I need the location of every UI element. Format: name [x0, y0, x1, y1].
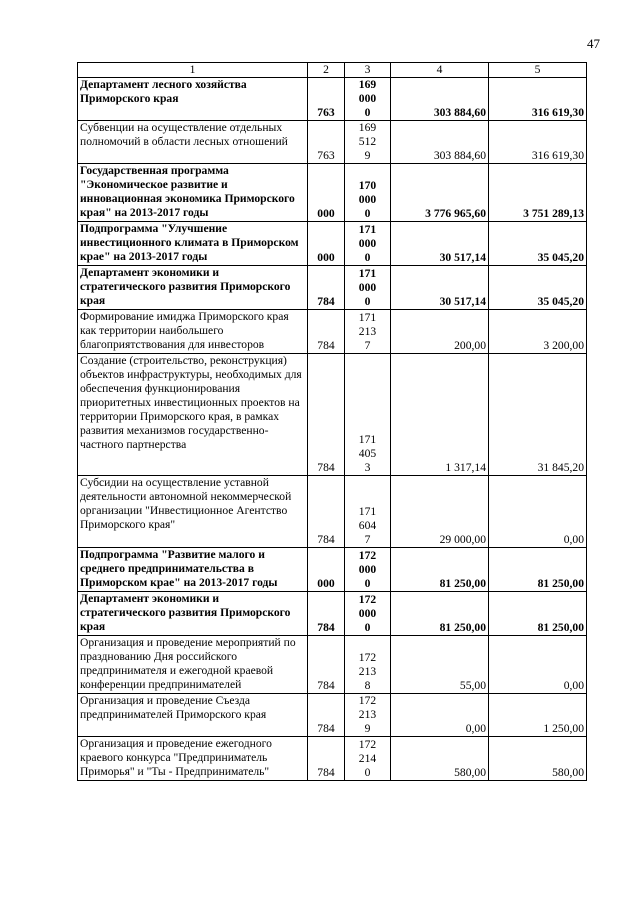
row-code: 763: [308, 78, 345, 121]
section-code: 1710000: [358, 267, 377, 308]
row-code: 000: [308, 548, 345, 592]
row-value-4: 3 776 965,60: [391, 164, 489, 222]
table-row: [78, 310, 587, 354]
row-section: [345, 694, 391, 737]
row-value-5: 81 250,00: [489, 548, 587, 592]
row-value-5: 3 200,00: [489, 310, 587, 354]
table-row: [78, 636, 587, 694]
section-code: 1716047: [358, 505, 377, 546]
column-header: 2: [308, 63, 345, 78]
row-value-5: 35 045,20: [489, 222, 587, 266]
section-code: 1690000: [358, 78, 377, 119]
column-header: 5: [489, 63, 587, 78]
section-code: 1712137: [358, 311, 377, 352]
row-value-4: 303 884,60: [391, 78, 489, 121]
row-name: Субсидии на осуществление уставной деятельности автономной некоммерческой организации "Инвестиционное Агентство Приморского края": [78, 476, 308, 548]
table-row: [78, 737, 587, 781]
row-section: [345, 310, 391, 354]
row-value-5: 0,00: [489, 476, 587, 548]
row-value-5: 580,00: [489, 737, 587, 781]
row-name: Организация и проведение Съезда предпринимателей Приморского края: [78, 694, 308, 737]
row-code: 000: [308, 164, 345, 222]
row-name: Создание (строительство, реконструкция) объектов инфраструктуры, необходимых для обеспечения функционирования приоритетных инвестиционных проектов на территории Приморского края, в рамках развития механизмов государственно-частного партнерства: [78, 354, 308, 476]
section-code: 1720000: [358, 593, 377, 634]
row-section: [345, 548, 391, 592]
section-code: 1695129: [358, 121, 377, 162]
budget-table: [77, 62, 587, 781]
section-code: 1714053: [358, 433, 377, 474]
row-value-4: 81 250,00: [391, 548, 489, 592]
row-value-4: 200,00: [391, 310, 489, 354]
column-header: 1: [78, 63, 308, 78]
section-code: 1700000: [358, 179, 377, 220]
row-name: Государственная программа "Экономическое развитие и инновационная экономика Приморского края" на 2013-2017 годы: [78, 164, 308, 222]
row-code: 784: [308, 737, 345, 781]
row-section: [345, 592, 391, 636]
table-row: [78, 548, 587, 592]
row-name: Подпрограмма "Улучшение инвестиционного климата в Приморском крае" на 2013-2017 годы: [78, 222, 308, 266]
row-code: 784: [308, 592, 345, 636]
section-code: 1720000: [358, 549, 377, 590]
row-value-4: 55,00: [391, 636, 489, 694]
row-name: Организация и проведение мероприятий по празднованию Дня российского предпринимателя и ежегодной краевой конференции предпринимателей: [78, 636, 308, 694]
row-value-5: 1 250,00: [489, 694, 587, 737]
row-value-5: 81 250,00: [489, 592, 587, 636]
row-code: 784: [308, 354, 345, 476]
row-name: Подпрограмма "Развитие малого и среднего предпринимательства в Приморском крае" на 2013-2017 годы: [78, 548, 308, 592]
row-section: [345, 164, 391, 222]
row-code: 784: [308, 636, 345, 694]
row-value-4: 30 517,14: [391, 222, 489, 266]
row-name: Департамент экономики и стратегического развития Приморского края: [78, 592, 308, 636]
row-value-5: 316 619,30: [489, 121, 587, 164]
table-body: [78, 63, 587, 781]
row-value-5: 0,00: [489, 636, 587, 694]
table-row: [78, 592, 587, 636]
section-code: 1710000: [358, 223, 377, 264]
row-section: [345, 354, 391, 476]
row-value-4: 1 317,14: [391, 354, 489, 476]
row-value-5: 3 751 289,13: [489, 164, 587, 222]
row-section: [345, 222, 391, 266]
section-code: 1722139: [358, 694, 377, 735]
row-section: [345, 737, 391, 781]
table-header-row: [78, 63, 587, 78]
row-value-4: 580,00: [391, 737, 489, 781]
table-row: [78, 164, 587, 222]
row-section: [345, 78, 391, 121]
row-name: Формирование имиджа Приморского края как территории наибольшего благоприятствования для инвесторов: [78, 310, 308, 354]
row-code: 763: [308, 121, 345, 164]
table-row: [78, 121, 587, 164]
row-code: 784: [308, 476, 345, 548]
section-code: 1722138: [358, 651, 377, 692]
row-value-4: 30 517,14: [391, 266, 489, 310]
page-number: 47: [587, 36, 600, 51]
row-name: Организация и проведение ежегодного краевого конкурса "Предприниматель Приморья" и "Ты - Предприниматель": [78, 737, 308, 781]
row-value-4: 303 884,60: [391, 121, 489, 164]
row-value-5: 316 619,30: [489, 78, 587, 121]
row-code: 784: [308, 310, 345, 354]
row-code: 784: [308, 266, 345, 310]
row-value-5: 35 045,20: [489, 266, 587, 310]
column-header: 3: [345, 63, 391, 78]
column-header: 4: [391, 63, 489, 78]
row-section: [345, 266, 391, 310]
row-code: 000: [308, 222, 345, 266]
row-section: [345, 476, 391, 548]
table-row: [78, 266, 587, 310]
row-name: Департамент лесного хозяйства Приморского края: [78, 78, 308, 121]
row-section: [345, 636, 391, 694]
table-row: [78, 222, 587, 266]
row-section: [345, 121, 391, 164]
table-row: [78, 694, 587, 737]
row-name: Субвенции на осуществление отдельных полномочий в области лесных отношений: [78, 121, 308, 164]
row-value-5: 31 845,20: [489, 354, 587, 476]
row-value-4: 81 250,00: [391, 592, 489, 636]
row-code: 784: [308, 694, 345, 737]
row-value-4: 29 000,00: [391, 476, 489, 548]
section-code: 1722140: [358, 738, 377, 779]
table-row: [78, 78, 587, 121]
row-value-4: 0,00: [391, 694, 489, 737]
table-row: [78, 476, 587, 548]
table-row: [78, 354, 587, 476]
row-name: Департамент экономики и стратегического развития Приморского края: [78, 266, 308, 310]
